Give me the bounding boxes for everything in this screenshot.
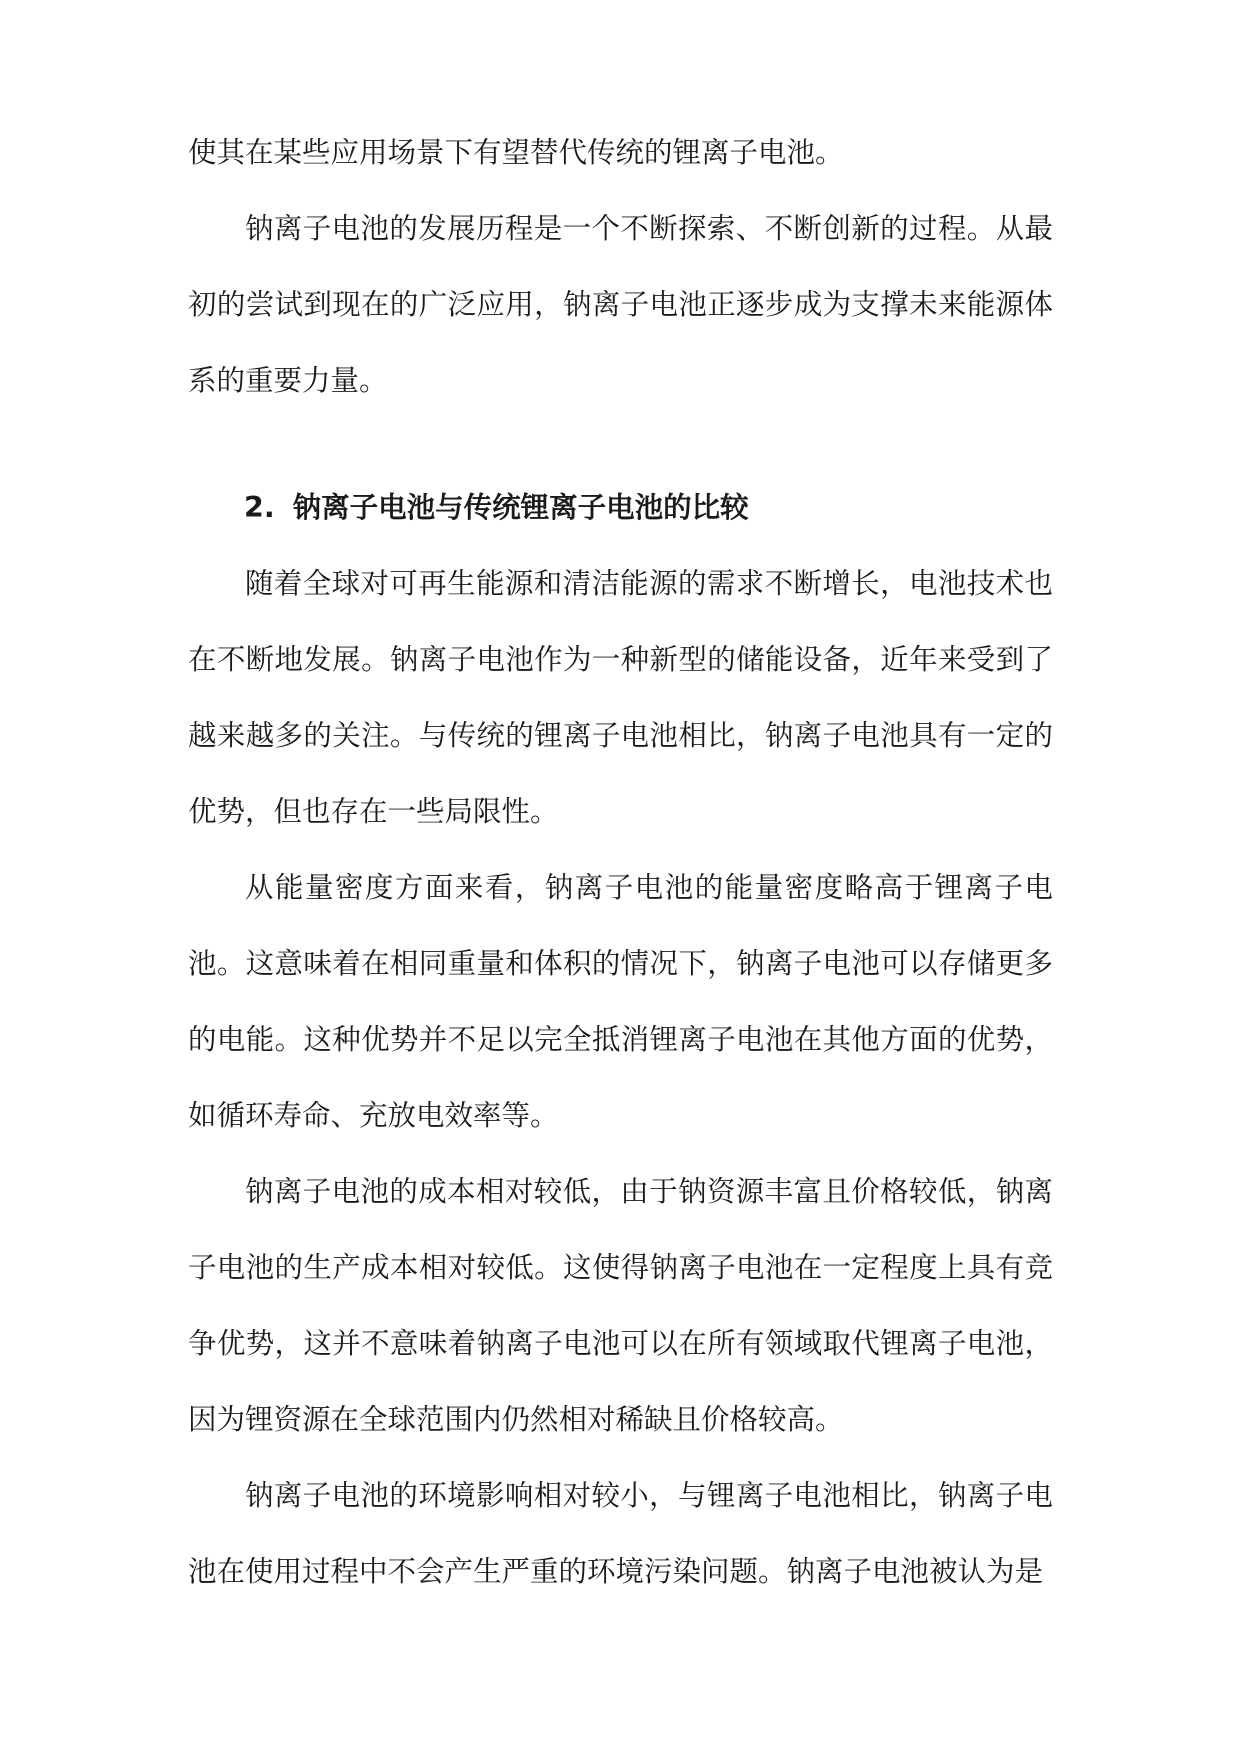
paragraph-continued: 使其在某些应用场景下有望替代传统的锂离子电池。	[188, 136, 844, 169]
section-comparison	[188, 546, 1053, 1610]
section-intro	[188, 115, 1053, 419]
section-heading	[244, 470, 749, 546]
paragraph-background: 随着全球对可再生能源和清洁能源的需求不断增长，电池技术也在不断地发展。钠离子电池作为一种新型的储能设备，近年来受到了越来越多的关注。与传统的锂离子电池相比，钠离子电池具有一定的优势，但也存在一些局限性。	[188, 567, 1053, 828]
paragraph-history: 钠离子电池的发展历程是一个不断探索、不断创新的过程。从最初的尝试到现在的广泛应用，钠离子电池正逐步成为支撑未来能源体系的重要力量。	[188, 212, 1053, 397]
paragraph-cost: 钠离子电池的成本相对较低，由于钠资源丰富且价格较低，钠离子电池的生产成本相对较低。这使得钠离子电池在一定程度上具有竞争优势，这并不意味着钠离子电池可以在所有领域取代锂离子电池，因为锂资源在全球范围内仍然相对稀缺且价格较高。	[188, 1175, 1053, 1436]
section-title: 钠离子电池与传统锂离子电池的比较	[292, 491, 749, 524]
section-number: 2.	[244, 491, 275, 524]
paragraph-energy-density: 从能量密度方面来看，钠离子电池的能量密度略高于锂离子电池。这意味着在相同重量和体积的情况下，钠离子电池可以存储更多的电能。这种优势并不足以完全抵消锂离子电池在其他方面的优势，如循环寿命、充放电效率等。	[188, 871, 1053, 1132]
paragraph-environment: 钠离子电池的环境影响相对较小，与锂离子电池相比，钠离子电池在使用过程中不会产生严重的环境污染问题。钠离子电池被认为是	[188, 1479, 1053, 1588]
